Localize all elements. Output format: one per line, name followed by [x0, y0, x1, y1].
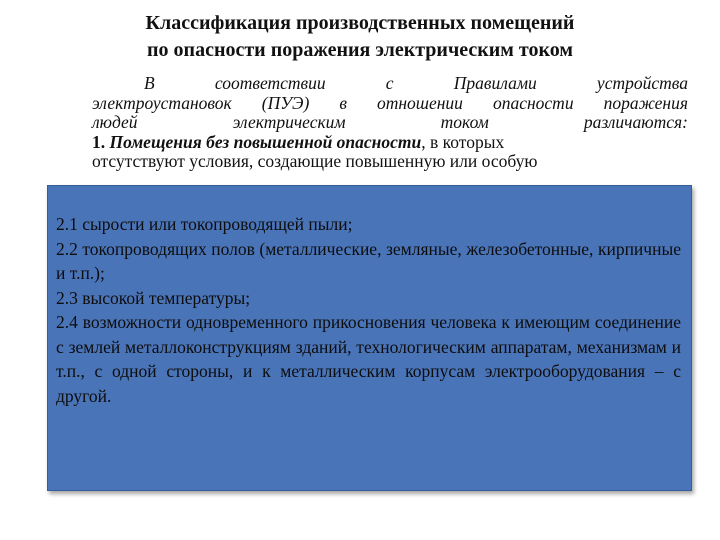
item-1-paragraph — [92, 133, 688, 172]
intro-line-2: электроустановок (ПУЭ) в отношении опасности поражения — [92, 92, 688, 113]
overlay-item-2-3: 2.3 высокой температуры; — [56, 287, 251, 308]
slide-body — [92, 74, 688, 172]
item-1-title: Помещения без повышенной опасности — [109, 131, 422, 152]
item-1-rest: , в которых — [421, 131, 505, 152]
slide-title-line-2: по опасности поражения электрическим током — [147, 39, 573, 61]
overlay-content — [56, 212, 681, 408]
overlay-text-box — [47, 185, 692, 491]
item-1-number: 1. — [92, 131, 106, 152]
overlay-item-2-1: 2.1 сырости или токопроводящей пыли; — [56, 214, 353, 234]
intro-paragraph — [92, 74, 688, 133]
slide-title — [0, 10, 720, 64]
intro-line-1: В соответствии с Правилами устройства — [144, 73, 688, 93]
item-1-line-2: отсутствуют условия, создающие повышенную или особую — [92, 151, 538, 171]
slide-title-line-1: Классификация производственных помещений — [145, 12, 575, 34]
overlay-item-2-4: 2.4 возможности одновременного прикосновения человека к имеющим соединение с землей металлоконструкциям зданий, технологическим аппаратам, механизмам и т.п., с одной стороны, и к металлическим корпусам электрооборудования – с другой. — [56, 312, 681, 406]
intro-line-3: людей электрическим током различаются: — [92, 112, 688, 132]
overlay-item-2-2: 2.2 токопроводящих полов (металлические, земляные, железобетонные, кирпичные и т.п.); — [56, 238, 681, 283]
